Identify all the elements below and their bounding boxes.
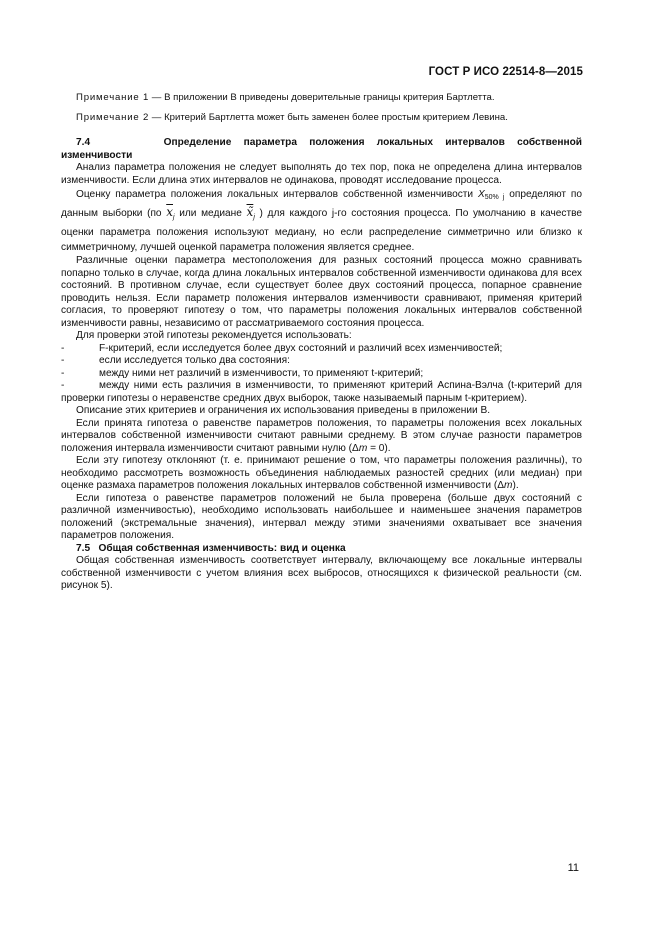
list-item <box>61 380 582 405</box>
paragraph-7-4-5: Описание этих критериев и ограничения их использования приведены в приложении В. <box>76 405 491 416</box>
paragraph-7-4-3: Различные оценки параметра местоположения для разных состояний процесса можно сравнивать попарно только в случае, когда длина локальных интервалов собственной изменчивости одинакова для всех состояний. В противном случае, если существует более двух состояний процесса, попарное сравнение проводить нельзя. Если параметр положения интервалов изменчивости сравнивают, применяя критерий согласия, то проверяют гипотезу о том, что параметры положения локальных интервалов собственной изменчивости равны, независимо от рассматриваемого состояния процесса. <box>61 255 582 329</box>
list-item-text: между ними есть различия в изменчивости, то применяют критерий Аспина-Вэлча (t-критерий для проверки гипотезы о неравенстве средних двух выборок, также называемый парным t-критерием). <box>61 380 582 404</box>
symbol-xbar: $\overline{x}$ <box>166 205 173 219</box>
paragraph-7-4-1: Анализ параметра положения не следует выполнять до тех пор, пока не определена длина интервалов изменчивости. Если длина этих интервалов не одинакова, проводят исследование процесса. <box>61 162 582 186</box>
p2-part-d: ) для каждого j-го состояния процесса. По умолчанию в качестве оценки параметра положения используют медиану, но если распределение симметрично или близко к симметричному, лучшей оценкой параметра положения является среднее. <box>61 208 582 253</box>
paragraph-7-4-7 <box>61 455 582 493</box>
section-7-4-title-a: Определение параметра положения локальных интервалов собственной <box>163 137 582 148</box>
section-7-4-number: 7.4 <box>76 137 91 148</box>
paragraph-7-4-6 <box>61 418 582 456</box>
section-7-4-heading-cont: изменчивости <box>61 149 133 161</box>
note-1-text: — В приложении В приведены доверительные границы критерия Бартлетта. <box>149 92 495 103</box>
document-header: ГОСТ Р ИСО 22514-8—2015 <box>428 66 583 78</box>
document-body <box>61 137 582 593</box>
list-item <box>61 355 582 368</box>
p7-part-b: ). <box>512 480 519 491</box>
list-item-text: если исследуется только два состояния: <box>99 355 290 366</box>
section-7-5-heading <box>61 543 582 556</box>
note-2 <box>76 112 596 124</box>
list-item-text: F-критерий, если исследуется более двух состояний и различий всех изменчивостей; <box>99 342 503 354</box>
note-2-label: Примечание 2 <box>76 112 150 123</box>
note-1-label: Примечание 1 <box>76 92 150 103</box>
list-dash: - <box>61 380 65 391</box>
symbol-m: m <box>504 480 513 491</box>
section-7-5-title: Общая собственная изменчивость: вид и оценка <box>98 542 346 554</box>
paragraph-7-4-8: Если гипотеза о равенстве параметров положений не была проверена (больше двух состояний с различной изменчивостью), необходимо использовать наибольшее и наименьшее значения параметров положений (экстремальные значения), интервал между этими значениями охватывает все значения параметров положения. <box>61 492 582 541</box>
list-dash: - <box>61 342 65 354</box>
symbol-m: m <box>358 442 368 454</box>
page-number: 11 <box>567 862 579 874</box>
list-item <box>61 368 582 381</box>
p6-part-b: = 0). <box>367 442 391 454</box>
section-7-4-heading <box>61 137 582 150</box>
symbol-median: x̃ <box>246 205 254 219</box>
symbol-xbar-sub: j <box>173 214 175 221</box>
p6-part-a: Если принята гипотеза о равенстве параметров положения, то параметры положения всех локальных интервалов собственной изменчивости считают равными среднему. В этом случае разности параметров положения интервала изменчивости считают равными нулю (Δ <box>61 417 582 454</box>
symbol-x: X <box>477 189 485 200</box>
symbol-x-sub: 50% j <box>484 194 505 201</box>
section-7-5-number: 7.5 <box>76 542 91 554</box>
list-item <box>61 343 582 356</box>
p2-part-c: или медиане <box>174 208 247 219</box>
list-dash: - <box>61 355 65 366</box>
list-item-text: между ними нет различий в изменчивости, то применяют t-критерий; <box>99 367 424 379</box>
paragraph-7-5-1: Общая собственная изменчивость соответствует интервалу, включающему все локальные интервалы собственной изменчивости с учетом влияния всех выбросов, относящихся к физической реальности (см. рисунок 5). <box>61 555 582 591</box>
paragraph-7-4-4: Для проверки этой гипотезы рекомендуется использовать: <box>76 330 352 341</box>
symbol-median-sub: j <box>253 214 255 221</box>
note-2-text: — Критерий Бартлетта может быть заменен более простым критерием Левина. <box>149 112 508 123</box>
p2-part-a: Оценку параметра положения локальных интервалов собственной изменчивости <box>76 189 478 200</box>
note-1 <box>76 92 596 104</box>
paragraph-7-4-2 <box>61 187 582 255</box>
list-dash: - <box>61 367 65 379</box>
p7-part-a: Если эту гипотезу отклоняют (т. е. принимают решение о том, что параметры положения различны), то необходимо рассмотреть возможность объединения наблюдаемых разностей средних (или медиан) при оценке размаха параметров положения локальных интервалов собственной изменчивости (Δ <box>61 455 582 491</box>
p2-part-b: определяют по данным выборки (по <box>61 189 582 219</box>
